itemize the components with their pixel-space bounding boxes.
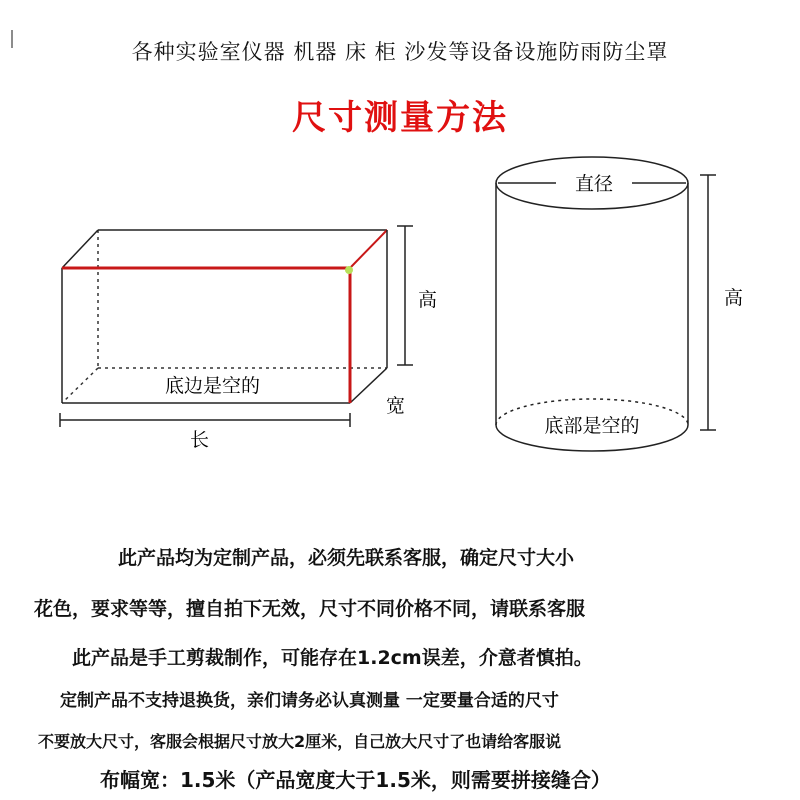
box-bottom-note: 底边是空的 (165, 375, 261, 397)
cylinder-diameter-label: 直径 (574, 173, 614, 195)
page-title: 尺寸测量方法 (292, 98, 508, 138)
note-line: 花色，要求等等，擅自拍下无效，尺寸不同价格不同，请联系客服 (34, 598, 586, 620)
page-subtitle: 各种实验室仪器 机器 床 柜 沙发等设备设施防雨防尘罩 (131, 40, 669, 64)
note-line: 布幅宽：1.5米（产品宽度大于1.5米，则需要拼接缝合） (100, 768, 611, 792)
box-edge-width (350, 230, 387, 268)
note-line: 此产品是手工剪裁制作，可能存在1.2cm误差，介意者慎拍。 (72, 647, 593, 669)
box-height-label: 高 (418, 289, 438, 311)
cylinder-diagram (496, 157, 743, 451)
note-line: 不要放大尺寸，客服会根据尺寸放大2厘米，自己放大尺寸了也请给客服说 (38, 732, 562, 751)
box-length-label: 长 (190, 429, 210, 451)
cylinder-height-label: 高 (724, 287, 744, 309)
box-hidden-edge-bottom-side (62, 368, 98, 403)
note-line: 定制产品不支持退换货，亲们请务必认真测量 一定要量合适的尺寸 (60, 691, 559, 711)
cylinder-bottom-note: 底部是空的 (544, 415, 640, 437)
box-edge (350, 368, 387, 403)
note-line: 此产品均为定制产品，必须先联系客服，确定尺寸大小 (118, 547, 575, 569)
box-edge (62, 230, 98, 268)
box-corner-dot (345, 266, 353, 274)
box-width-label: 宽 (386, 395, 406, 417)
box-diagram (60, 226, 437, 451)
